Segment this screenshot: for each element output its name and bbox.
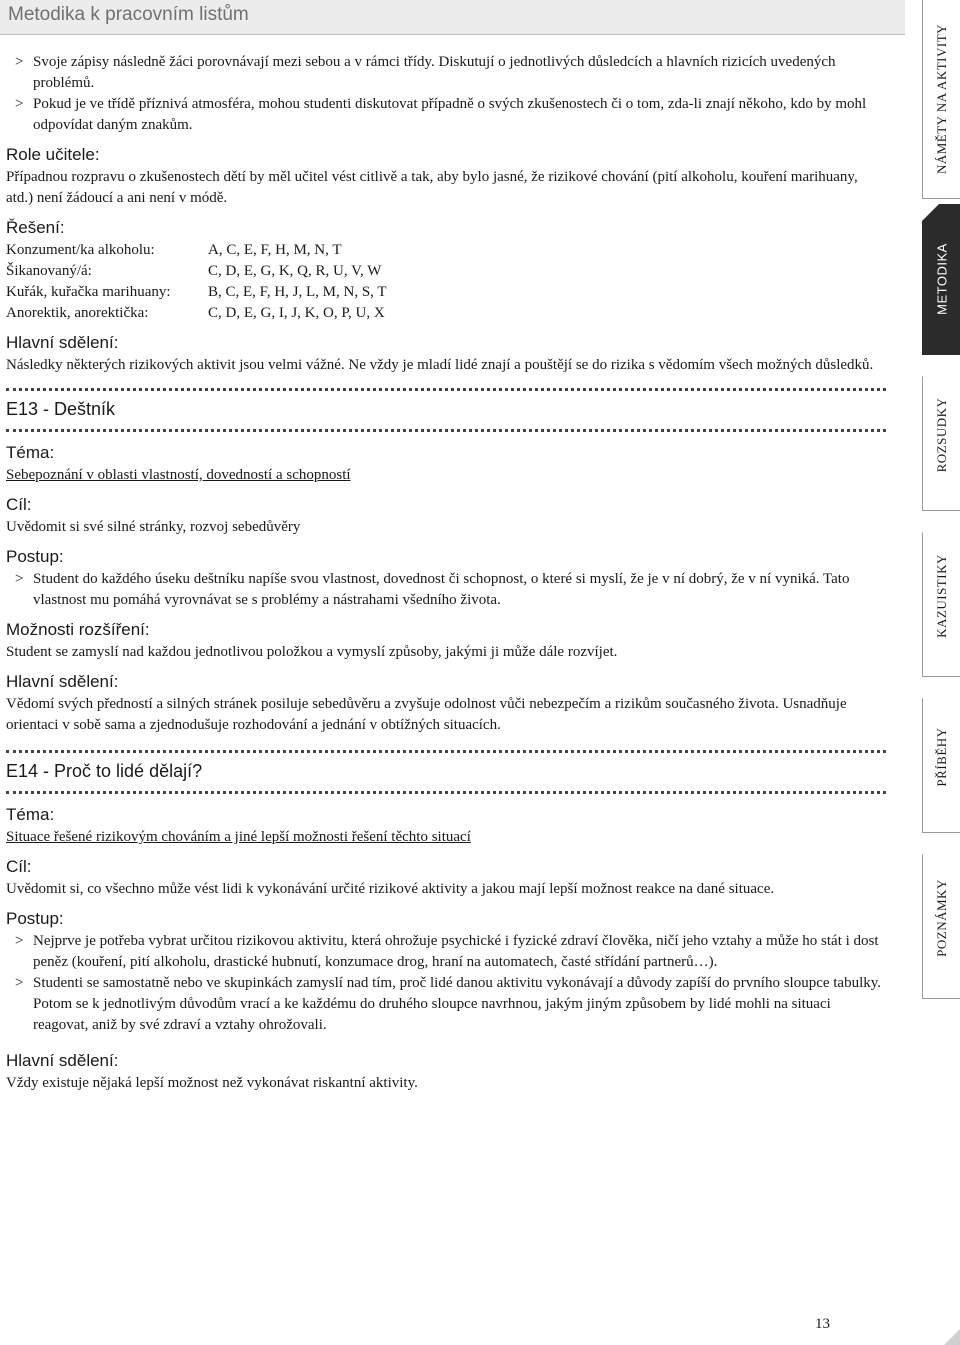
intro-bullet-text: Svoje zápisy následně žáci porovnávají mezi sebou a v rámci třídy. Diskutují o jednotlivých důsledcích a hlavních rizicích uvedených problémů. — [33, 54, 836, 91]
intro-bullet-2 — [6, 94, 886, 136]
e13-message: Vědomí svých předností a silných stránek posiluje sebedůvěru a zvyšuje odolnost vůči nebezpečím a rizikům současného života. Usnadňuje orientaci v sobě sama a zjednodušuje rozhodování a jednání v obtížných situacích. — [6, 696, 847, 733]
e13-procedure-heading: Postup: — [6, 547, 64, 566]
bullet-arrow-icon: > — [15, 96, 24, 112]
tab-poznamky[interactable] — [922, 838, 960, 999]
side-tabs — [922, 0, 960, 1000]
dotted-divider — [6, 429, 886, 432]
solution-row — [6, 261, 387, 282]
solution-label: Kuřák, kuřačka marihuany: — [6, 284, 171, 300]
e14-goal-heading: Cíl: — [6, 857, 32, 876]
solution-heading: Řešení: — [6, 218, 65, 237]
bullet-arrow-icon: > — [15, 975, 24, 991]
e14-procedure-heading: Postup: — [6, 909, 64, 928]
solution-label: Šikanovaný/á: — [6, 263, 92, 279]
page-header-title: Metodika k pracovním listům — [8, 4, 249, 25]
e13-procedure-text: Student do každého úseku deštníku napíše svou vlastnost, dovednost či schopnost, o které si myslí, že je v ní dobrý, že v ní vyniká. Tato vlastnost mu pomáhá vyrovnávat se s problémy a nástrahami všedního života. — [33, 571, 850, 608]
e14-title: E14 - Proč to lidé dělají? — [6, 761, 203, 781]
dotted-divider — [6, 791, 886, 794]
e13-message-heading: Hlavní sdělení: — [6, 672, 119, 691]
solution-value: B, C, E, F, H, J, L, M, N, S, T — [208, 284, 387, 300]
bullet-arrow-icon: > — [15, 54, 24, 70]
e14-message-heading: Hlavní sdělení: — [6, 1051, 119, 1070]
tab-label: PŘÍBĚHY — [934, 727, 949, 787]
solution-row — [6, 240, 387, 261]
solution-row — [6, 282, 387, 303]
tab-namety-na-aktivity[interactable] — [922, 0, 960, 199]
main-message-text: Následky některých rizikových aktivit jsou velmi vážné. Ne vždy je mladí lidé znají a pouštějí se do rizika s vědomím všech možných důsledků. — [6, 357, 874, 373]
role-text: Případnou rozpravu o zkušenostech dětí by měl učitel vést citlivě a tak, aby bylo jasné, že rizikové chování (pití alkoholu, kouření marihuany, atd.) není žádoucí a ani není v módě. — [6, 169, 858, 206]
main-message-heading: Hlavní sdělení: — [6, 333, 119, 352]
e13-topic-heading: Téma: — [6, 443, 55, 462]
e13-goal-heading: Cíl: — [6, 495, 32, 514]
e13-topic: Sebepoznání v oblasti vlastností, dovedností a schopností — [6, 467, 351, 483]
tab-label: POZNÁMKY — [934, 879, 949, 957]
e14-message: Vždy existuje nějaká lepší možnost než vykonávat riskantní aktivity. — [6, 1075, 418, 1091]
solution-row — [6, 303, 387, 324]
header-bar — [0, 0, 905, 35]
tab-corner — [922, 203, 940, 221]
e13-procedure-bullet — [6, 569, 886, 611]
solution-value: A, C, E, F, H, M, N, T — [208, 242, 342, 258]
page-corner — [944, 1329, 960, 1345]
intro-bullet-1 — [6, 52, 886, 94]
role-heading: Role učitele: — [6, 145, 100, 164]
e13-goal: Uvědomit si své silné stránky, rozvoj sebedůvěry — [6, 519, 301, 535]
solution-value: C, D, E, G, K, Q, R, U, V, W — [208, 263, 382, 279]
tab-pribehy[interactable] — [922, 682, 960, 833]
main-content — [6, 52, 886, 1094]
e14-procedure-text: Studenti se samostatně nebo ve skupinkách zamyslí nad tím, proč lidé danou aktivitu vykonávají a důvody zapíší do prvního sloupce tabulky. Potom se k jednotlivým důvodům vrací a ke každému do druhého sloupce navrhnou, jakým jiným způsobem by lidé mohli na situaci reagovat, aniž by své zdraví a vztahy ohrožovali. — [33, 975, 882, 1033]
dotted-divider — [6, 388, 886, 391]
tab-corner — [922, 515, 940, 533]
e13-extension: Student se zamyslí nad každou jednotlivou položkou a vymyslí způsoby, jakými ji může dále rozvíjet. — [6, 644, 618, 660]
e14-goal: Uvědomit si, co všechno může vést lidi k vykonávání určité rizikové aktivity a jakou mají lepší možnost reakce na dané situace. — [6, 881, 775, 897]
intro-bullet-text: Pokud je ve třídě příznivá atmosféra, mohou studenti diskutovat případně o svých zkušenostech či o tom, zda-li znají někoho, kdo by mohl odpovídat daným znakům. — [33, 96, 867, 133]
e14-procedure-text: Nejprve je potřeba vybrat určitou rizikovou aktivitu, která ohrožuje psychické i fyzické zdraví člověka, ničí jeho vztahy a může ho stát i dost peněz (kouření, pití alkoholu, drastické hubnutí, konzumace drog, hraní na automatech, časté střídání partnerů…). — [33, 933, 879, 970]
solution-value: C, D, E, G, I, J, K, O, P, U, X — [208, 305, 385, 321]
tab-corner — [922, 359, 940, 377]
solution-label: Konzument/ka alkoholu: — [6, 242, 155, 258]
e14-topic-heading: Téma: — [6, 805, 55, 824]
tab-label: NÁMĚTY NA AKTIVITY — [934, 23, 949, 175]
tab-metodika[interactable] — [922, 204, 960, 355]
e13-extension-heading: Možnosti rozšíření: — [6, 620, 150, 639]
solution-label: Anorektik, anorektička: — [6, 305, 149, 321]
e14-procedure-bullet — [6, 973, 886, 1036]
tab-label: KAZUISTIKY — [934, 554, 949, 638]
tab-rozsudky[interactable] — [922, 360, 960, 511]
e14-procedure-bullet — [6, 931, 886, 973]
tab-corner — [922, 681, 940, 699]
tab-label: METODIKA — [934, 243, 950, 315]
tab-corner — [922, 837, 940, 855]
e14-topic: Situace řešené rizikovým chováním a jiné lepší možnosti řešení těchto situací — [6, 829, 471, 845]
tab-kazuistiky[interactable] — [922, 516, 960, 677]
solution-table — [6, 240, 387, 324]
tab-label: ROZSUDKY — [934, 397, 949, 473]
page-number: 13 — [815, 1316, 830, 1332]
dotted-divider — [6, 750, 886, 753]
bullet-arrow-icon: > — [15, 571, 24, 587]
e13-title: E13 - Deštník — [6, 399, 116, 419]
bullet-arrow-icon: > — [15, 933, 24, 949]
